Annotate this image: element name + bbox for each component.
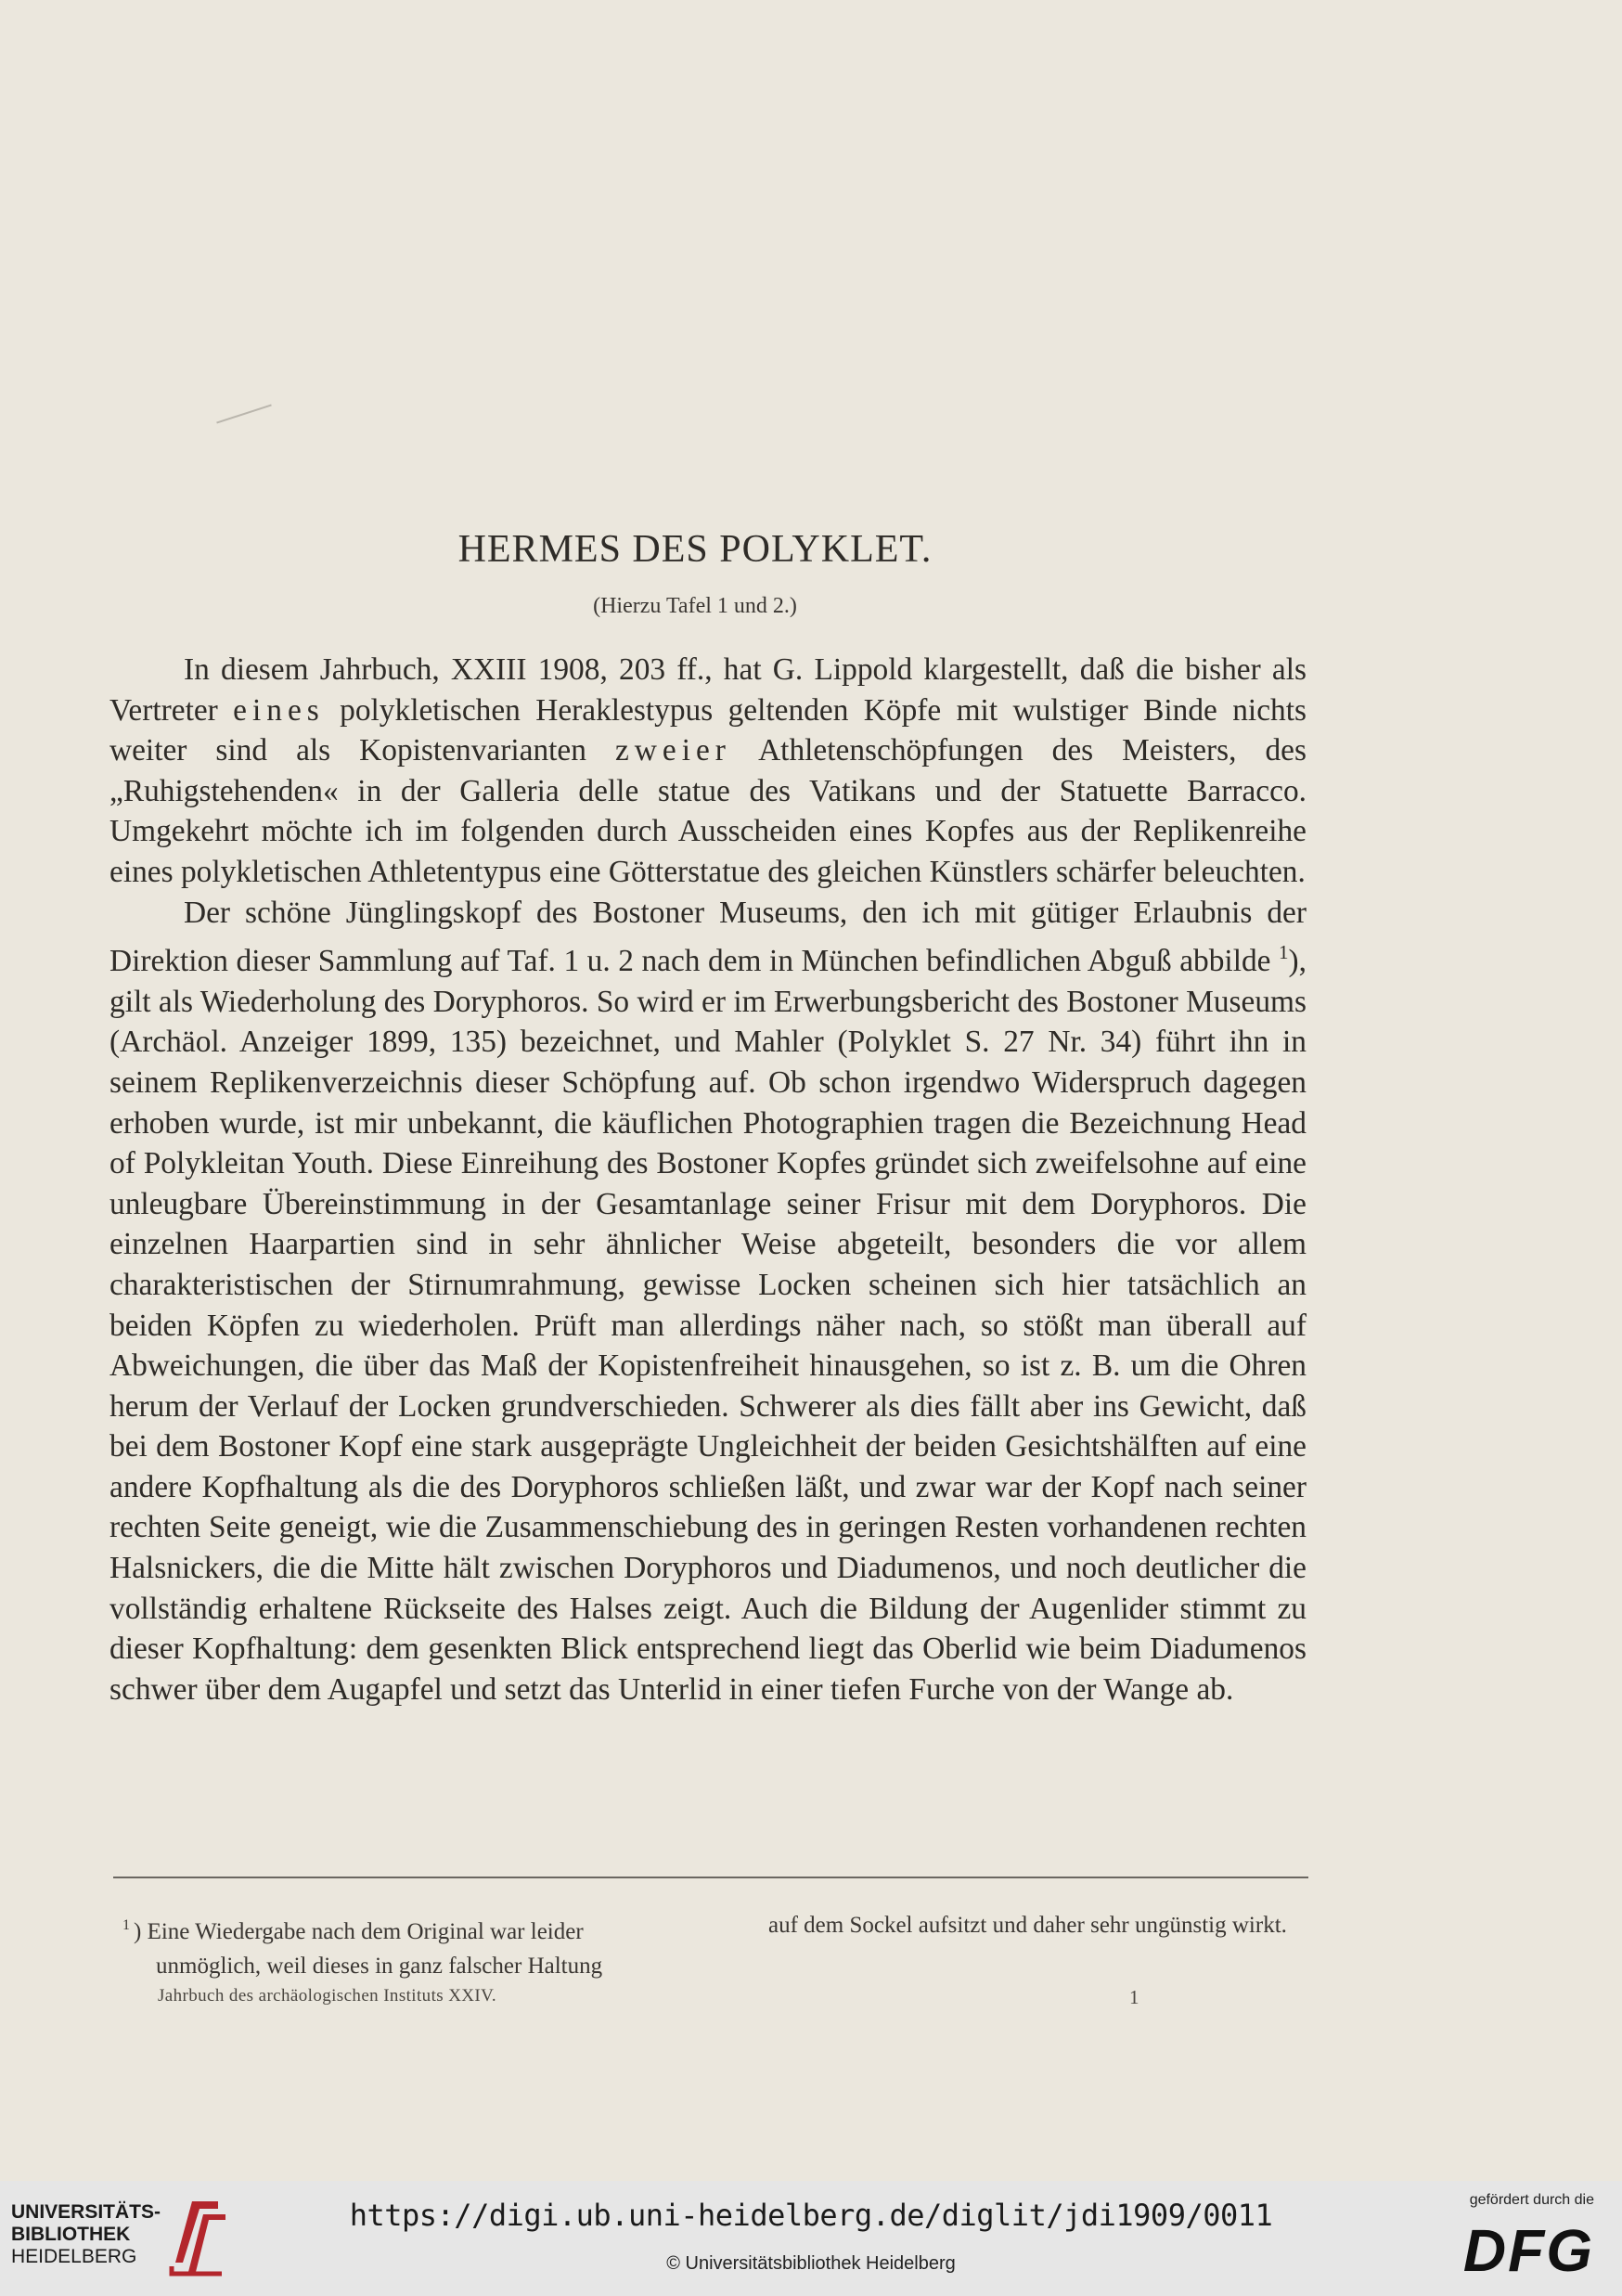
footnote-divider (113, 1877, 1308, 1878)
library-line-2: BIBLIOTHEK (11, 2224, 131, 2245)
funding-label: gefördert durch die (1469, 2192, 1594, 2208)
dfg-wordmark: DFG (1462, 2217, 1594, 2284)
p2-text-a: Der schöne Jünglingskopf des Bostoner Museums, den ich mit gütiger Erlaubnis der Direktion dieser Sammlung auf Taf. 1 u. 2 nach dem in München befindlichen Abguß abbilde (109, 895, 1307, 979)
library-line-1: UNIVERSITÄTS- (11, 2201, 161, 2223)
article-title: HERMES DES POLYKLET. (457, 528, 933, 571)
footnote-right-column: auf dem Sockel aufsitzt und daher sehr ungünstig wirkt. (768, 1913, 1287, 1938)
page-number: 1 (1129, 1986, 1139, 2008)
article-body (109, 650, 1307, 1709)
p1-text-c: polykletischen Heraklestypus geltenden Köpfe mit wulstiger Binde nichts weiter sind als Kopistenvarianten (109, 692, 1307, 768)
p1-text-e: Athletenschöpfungen des Meisters, des „Ruhigstehenden« in der Galleria delle statue des Vatikans und der Statuette Barracco. Umgekehrt möchte ich im folgenden durch Ausscheiden eines Kopfes aus der Replikenreihe eines polykletischen Athletentypus eine Götterstatue des gleichen Künstlers schärfer beleuchten. (109, 733, 1307, 889)
footnote-line-2: unmöglich, weil dieses in ganz falscher Haltung (156, 1954, 603, 1979)
pencil-mark (216, 404, 272, 423)
viewer-footer (0, 2181, 1622, 2296)
article-subtitle: (Hierzu Tafel 1 und 2.) (593, 594, 797, 618)
footnote-left-first: ) Eine Wiedergabe nach dem Original war leider (134, 1919, 584, 1944)
footnote-marker: 1 (122, 1917, 130, 1933)
p1-emphasis-zweier: zweier (614, 733, 731, 768)
footnote-line-1 (122, 1908, 698, 1949)
p2-text-b: ), gilt als Wiederholung des Doryphoros. So wird er im Erwerbungsbericht des Bostoner Museums (Archäol. Anzeiger 1899, 135) bezeichnet, und Mahler (Polyklet S. 27 Nr. 34) führt ihn in seinem Replikenverzeichnis dieser Schöpfung auf. Ob schon irgendwo Widerspruch dagegen erhoben wurde, ist mir unbekannt, die käuflichen Photographien tragen die Bezeichnung Head of Polykleitan Youth. Diese Einreihung des Bostoner Kopfes gründet sich zweifelsohne auf eine unleugbare Übereinstimmung in der Gesamtanlage seiner Frisur mit dem Doryphoros. Die einzelnen Haarpartien sind in sehr ähnlicher Weise abgeteilt, besonders die vor allem charakteristischen der Stirnumrahmung, gewisse Locken scheinen sich hier tatsächlich an beiden Köpfen zu wiederholen. Prüft man allerdings näher nach, so stößt man überall auf Abweichungen, die über das Maß der Kopistenfreiheit hinausgehen, so ist z. B. um die Ohren herum der Verlauf der Locken grundverschieden. Schwerer als dies fällt aber ins Gewicht, daß bei dem Bostoner Kopf eine stark ausgeprägte Ungleichheit der beiden Gesichtshälften auf eine andere Kopfhaltung als die des Doryphoros schließen läßt, und zwar war der Kopf nach seiner rechten Seite geneigt, wie die Zusammenschiebung des in geringen Resten vorhandenen rechten Halsnickers, die die Mitte hält zwischen Doryphoros und Diadumenos, und noch deutlicher die vollständig erhaltene Rückseite des Halses zeigt. Auch die Bildung der Augenlider stimmt zu dieser Kopfhaltung: dem gesenkten Blick entsprechend liegt das Oberlid wie beim Diadumenos schwer über dem Augapfel und setzt das Unterlid in einer tiefen Furche von der Wange ab. (109, 944, 1307, 1707)
footnote-left-column (122, 1908, 698, 1983)
journal-name: Jahrbuch des archäologischen Instituts XXIV. (158, 1986, 496, 2006)
p1-emphasis-eines: eines (233, 692, 325, 728)
p1-text-a: In diesem Jahrbuch, XXIII 1908, 203 ff., hat G. Lippold klargestellt, daß die bisher als Vertreter (109, 652, 1307, 728)
dfg-logo[interactable] (1418, 2192, 1594, 2285)
copyright-notice: © Universitätsbibliothek Heidelberg (666, 2253, 956, 2274)
paragraph-1 (109, 650, 1307, 893)
paragraph-2 (109, 893, 1307, 1710)
library-line-3: HEIDELBERG (11, 2246, 137, 2267)
footnote-reference[interactable]: 1 (1279, 941, 1289, 964)
permalink-url[interactable]: https://digi.ub.uni-heidelberg.de/diglit/jdi1909/0011 (349, 2198, 1273, 2233)
